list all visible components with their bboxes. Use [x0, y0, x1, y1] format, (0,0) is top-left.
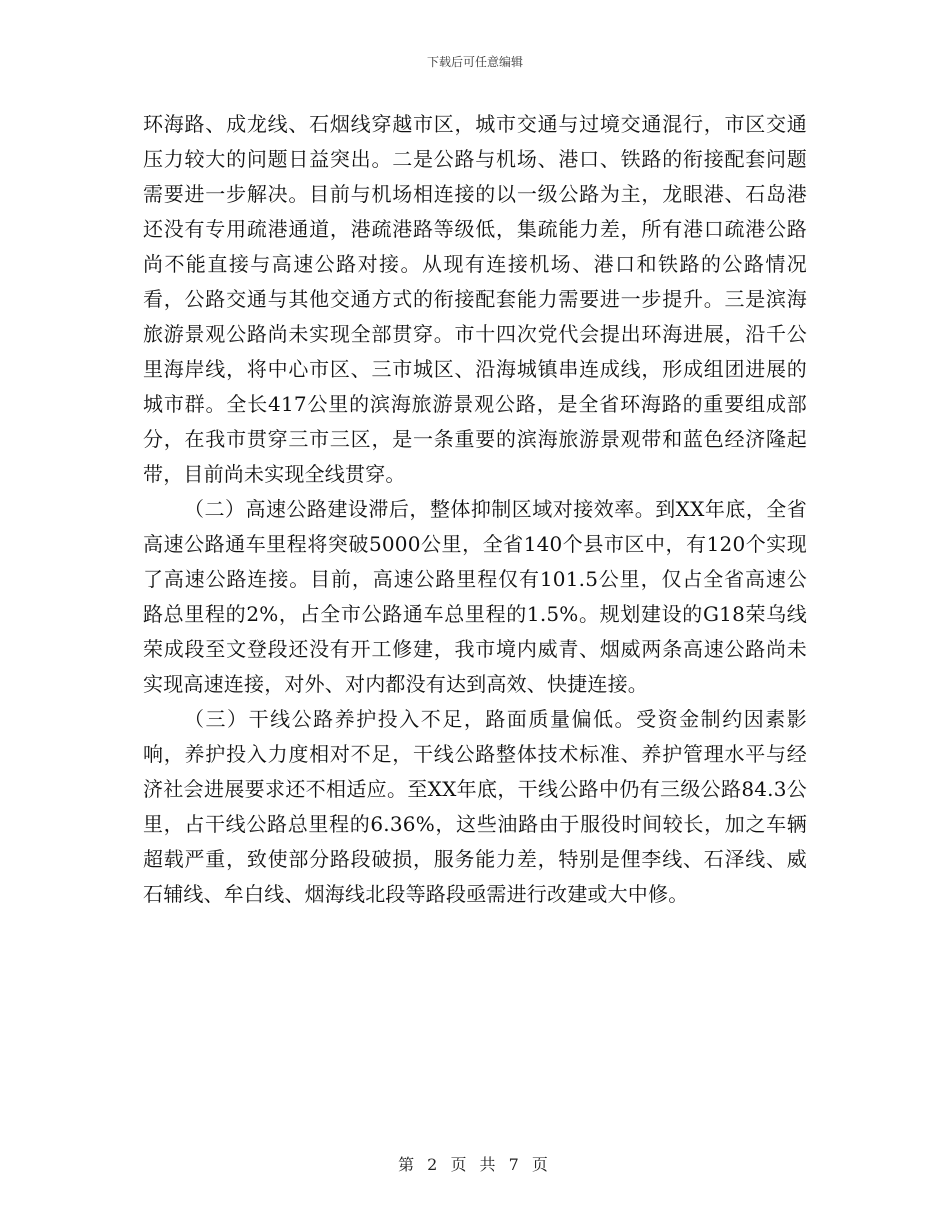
- page-footer: 第 2 页 共 7 页: [398, 1155, 552, 1174]
- paragraph-continuation: 环海路、成龙线、石烟线穿越市区，城市交通与过境交通混行，市区交通压力较大的问题日益突出。二是公路与机场、港口、铁路的衔接配套问题需要进一步解决。目前与机场相连接的以一级公路为主，龙眼港、石岛港还没有专用疏港通道，港疏港路等级低，集疏能力差，所有港口疏港公路尚不能直接与高速公路对接。从现有连接机场、港口和铁路的公路情况看，公路交通与其他交通方式的衔接配套能力需要进一步提升。三是滨海旅游景观公路尚未实现全部贯穿。市十四次党代会提出环海进展，沿千公里海岸线，将中心市区、三市城区、沿海城镇串连成线，形成组团进展的城市群。全长417公里的滨海旅游景观公路，是全省环海路的重要组成部分，在我市贯穿三市三区，是一条重要的滨海旅游景观带和蓝色经济隆起带，目前尚未实现全线贯穿。: [143, 112, 807, 486]
- paragraph-trunk-maintenance: （三）干线公路养护投入不足，路面质量偏低。受资金制约因素影响，养护投入力度相对不足，干线公路整体技术标准、养护管理水平与经济社会进展要求还不相适应。至XX年底，干线公路中仍有三级公路84.3公里，占干线公路总里程的6.36%，这些油路由于服役时间较长，加之车辆超载严重，致使部分路段破损，服务能力差，特别是俚李线、石泽线、威石辅线、牟白线、烟海线北段等路段亟需进行改建或大中修。: [143, 707, 807, 906]
- document-body: [143, 107, 807, 912]
- paragraph-highway-construction: （二）高速公路建设滞后，整体抑制区域对接效率。到XX年底，全省高速公路通车里程将突破5000公里，全省140个县市区中，有120个实现了高速公路连接。目前，高速公路里程仅有101.5公里，仅占全省高速公路总里程的2%，占全市公路通车总里程的1.5%。规划建设的G18荣乌线荣成段至文登段还没有开工修建，我市境内威青、烟威两条高速公路尚未实现高速连接，对外、对内都没有达到高效、快捷连接。: [143, 497, 807, 696]
- page-header: 下载后可任意编辑: [426, 55, 523, 69]
